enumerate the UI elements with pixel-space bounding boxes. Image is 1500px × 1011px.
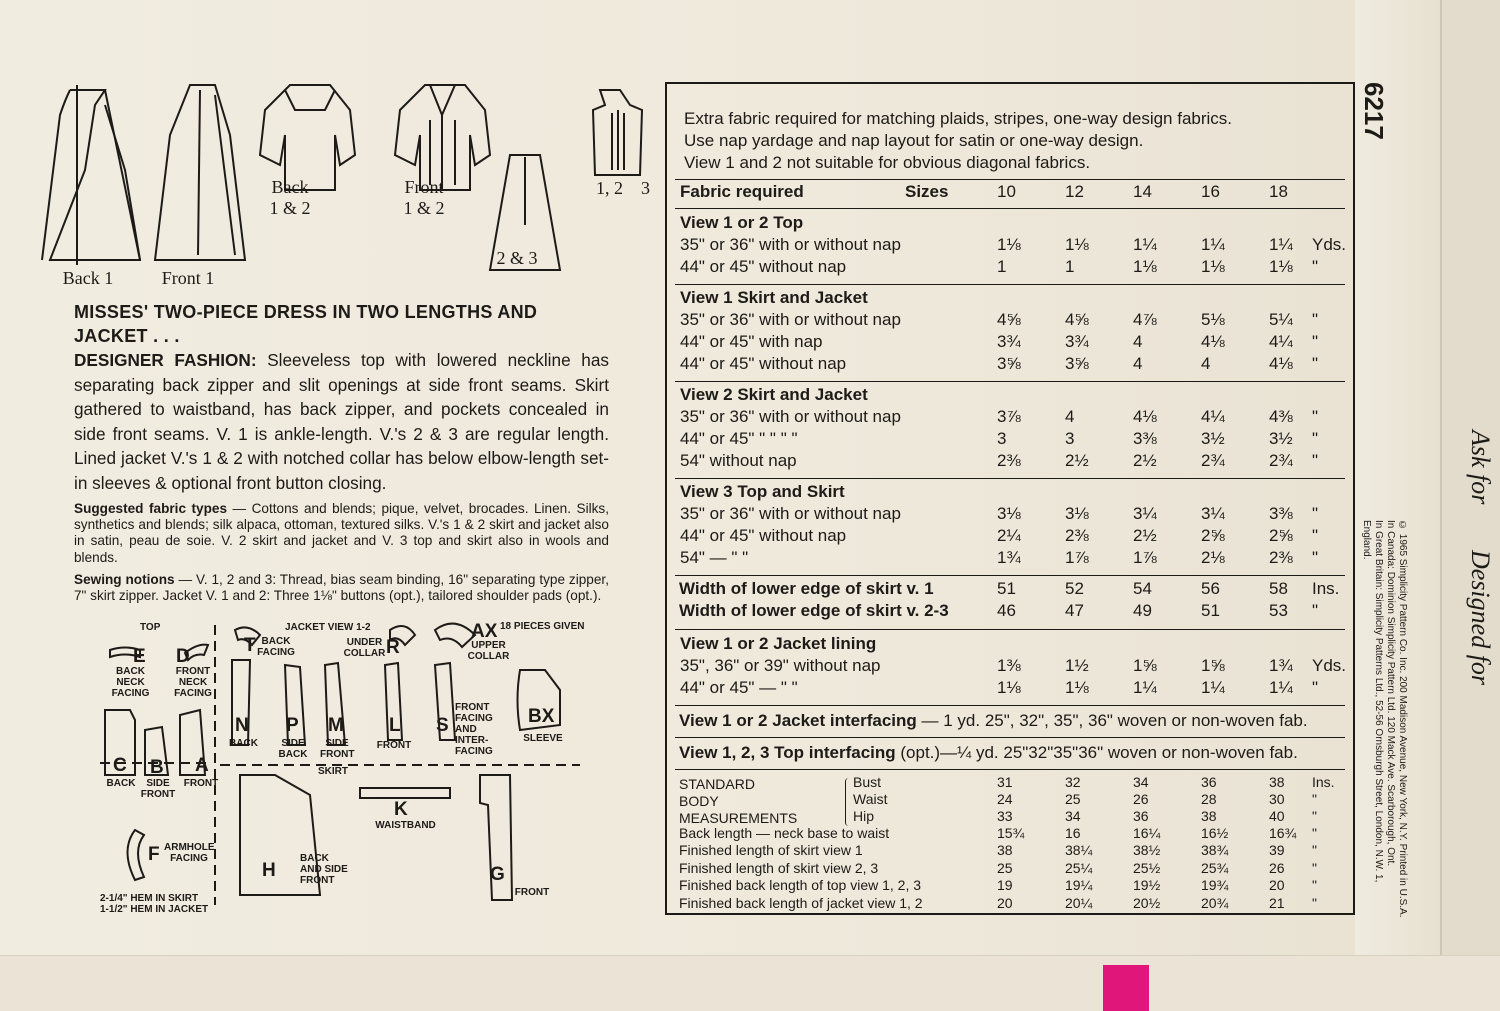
row-value: 4⅛: [1269, 354, 1293, 373]
chart-intro-line: Extra fabric required for matching plaids, stripes, one-way design fabrics.: [684, 109, 1233, 128]
row-value: 1⅛: [997, 235, 1021, 254]
row-unit: ": [1312, 601, 1319, 620]
row-label: Width of lower edge of skirt v. 2-3: [679, 601, 949, 620]
row-unit: ": [1312, 257, 1319, 276]
piece-name-L: FRONT: [376, 740, 412, 751]
row-value: 3⅝: [1065, 354, 1089, 373]
row-value: 1⅞: [1133, 548, 1157, 567]
jacket-interfacing: [667, 710, 1353, 732]
hem-skirt-note: 2-1/4" HEM IN SKIRT: [100, 893, 199, 904]
row-value: 58: [1269, 579, 1288, 598]
row-value: 38¾: [1201, 842, 1229, 859]
row-value: 3: [1065, 429, 1075, 448]
piece-name-R: UNDER COLLAR: [343, 637, 386, 659]
piece-name-D: FRONT NECK FACING: [174, 666, 212, 699]
piece-letter-AX: AX: [471, 621, 498, 642]
row-unit: ": [1312, 526, 1319, 545]
row-value: 1⅝: [1133, 656, 1157, 675]
row-value: 2¾: [1269, 451, 1293, 470]
chart-row: [667, 677, 1353, 699]
top-interfacing: [667, 742, 1353, 764]
header-size: 14: [1133, 182, 1152, 201]
row-value: 1¼: [1133, 678, 1157, 697]
row-unit: ": [1312, 310, 1319, 329]
row-value: 4⅛: [1201, 332, 1225, 351]
row-value: 47: [1065, 601, 1084, 620]
row-value: 3¼: [1201, 504, 1225, 523]
chart-intro: [684, 108, 1232, 174]
chart-row: [667, 842, 1353, 859]
figure-label-back-1-2: [250, 177, 330, 219]
chart-row: [667, 895, 1353, 912]
piece-name-H: BACK AND SIDE FRONT: [300, 853, 348, 886]
piece-name-C: BACK: [106, 778, 136, 789]
figure-label-front: Front: [404, 177, 444, 197]
chart-intro-line: View 1 and 2 not suitable for obvious diagonal fabrics.: [684, 153, 1091, 172]
figure-label-front-1: Front 1: [161, 268, 215, 288]
row-unit: ": [1312, 825, 1317, 841]
chart-row: [667, 825, 1353, 842]
row-unit: ": [1312, 451, 1319, 470]
piece-name-BX: SLEEVE: [523, 733, 563, 744]
piece-letter-R: R: [386, 637, 400, 658]
row-value: 20: [1269, 877, 1285, 894]
row-value: 32: [1065, 774, 1081, 790]
figure-label-back-views: 1 & 2: [269, 198, 311, 218]
chart-row: [667, 406, 1353, 428]
piece-name-P: SIDE BACK: [278, 738, 308, 760]
row-value: 25¾: [1201, 859, 1229, 876]
row-label: 35" or 36" with or without nap: [680, 407, 901, 426]
pink-tab: [1103, 965, 1149, 1011]
section-title: View 1 or 2 Top: [680, 213, 804, 232]
row-label: 35" or 36" with or without nap: [680, 504, 901, 523]
row-unit: ": [1312, 354, 1319, 373]
row-unit: Yds.: [1312, 235, 1347, 254]
chart-row: [667, 450, 1353, 472]
row-value: 15¾: [997, 825, 1025, 841]
chart-row: [667, 309, 1353, 331]
piece-name-T: BACK FACING: [257, 636, 295, 658]
description-body: [74, 348, 609, 495]
row-unit: ": [1312, 504, 1319, 523]
row-value: 19½: [1133, 877, 1161, 894]
chart-rule: [675, 705, 1345, 706]
row-label: 35", 36" or 39" without nap: [680, 656, 881, 675]
row-label: Hip: [853, 808, 875, 824]
chart-row: [667, 860, 1353, 877]
header-fabric-required: Fabric required: [680, 182, 804, 201]
header-sizes: Sizes: [905, 182, 949, 201]
piece-letter-L: L: [389, 715, 401, 736]
piece-label-skirt: SKIRT: [318, 766, 348, 777]
row-value: 52: [1065, 579, 1084, 598]
chart-intro-line: Use nap yardage and nap layout for satin or one-way design.: [684, 131, 1144, 150]
row-value: 1: [1065, 257, 1075, 276]
fabric-types-label: Suggested fabric types: [74, 501, 228, 516]
row-unit: Ins.: [1312, 774, 1335, 790]
row-label: 44" or 45" without nap: [680, 257, 847, 276]
copyright-line: In Great Britain: Simplicity Patterns Ltd., 52-56 Ornsburgh Street, London, N.W. 1, England.: [1361, 520, 1384, 883]
row-value: 34: [1133, 774, 1149, 790]
top-interfacing-text: (opt.)—¼ yd. 25"32"35"36" woven or non-woven fab.: [895, 743, 1298, 762]
row-value: 31: [997, 774, 1013, 790]
row-value: 1¾: [1269, 656, 1293, 675]
row-label: Bust: [853, 774, 882, 790]
row-value: 1⅛: [997, 678, 1021, 697]
fabric-types: [74, 501, 609, 566]
row-value: 4¼: [1201, 407, 1225, 426]
sewing-notions-text: — V. 1, 2 and 3: Thread, bias seam binding, 16" separating type zipper, 7" skirt zipper. Jacket V. 1 and 2: Three 1⅛" buttons (opt.), tailored shoulder pads (opt.).: [74, 571, 609, 604]
header-size: 12: [1065, 182, 1084, 201]
chart-row: [667, 600, 1353, 622]
row-value: 4⅝: [997, 310, 1021, 329]
chart-rule: [675, 284, 1345, 285]
row-value: 38: [1201, 808, 1217, 824]
piece-name-M: SIDE FRONT: [320, 738, 355, 760]
row-value: 3⅜: [1133, 429, 1157, 448]
row-value: 28: [1201, 791, 1217, 807]
row-value: 3: [997, 429, 1007, 448]
piece-label-jacket-view: JACKET VIEW 1-2: [285, 622, 371, 633]
row-value: 24: [997, 791, 1013, 807]
section-title: View 1 or 2 Jacket lining: [680, 634, 877, 653]
chart-row: [667, 331, 1353, 353]
designer-fashion-label: DESIGNER FASHION:: [74, 350, 257, 370]
row-label: Finished back length of top view 1, 2, 3: [679, 877, 922, 894]
row-unit: ": [1312, 842, 1317, 859]
row-label: 44" or 45" with nap: [680, 332, 823, 351]
row-label: 54" — " ": [680, 548, 749, 567]
row-unit: ": [1312, 678, 1319, 697]
row-value: 2⅝: [1269, 526, 1293, 545]
row-unit: ": [1312, 877, 1317, 894]
header-size: 18: [1269, 182, 1288, 201]
row-value: 1⅜: [997, 656, 1021, 675]
row-value: 3⅜: [1269, 504, 1293, 523]
row-value: 3¼: [1133, 504, 1157, 523]
row-value: 4: [1133, 332, 1143, 351]
row-value: 20: [997, 894, 1013, 911]
row-value: 26: [1269, 859, 1285, 876]
copyright-line: In Canada: Dominion Simplicity Pattern Ltd. 120 Mack Ave. Scarborough, Ont.: [1385, 520, 1396, 867]
row-value: 25: [997, 859, 1013, 876]
row-value: 38: [1269, 774, 1285, 790]
row-value: 4: [1201, 354, 1211, 373]
row-value: 4⅜: [1269, 407, 1293, 426]
row-value: 1⅛: [1133, 257, 1157, 276]
row-value: 21: [1269, 894, 1285, 911]
piece-letter-P: P: [286, 715, 299, 736]
row-value: 25½: [1133, 859, 1161, 876]
row-value: 20½: [1133, 894, 1161, 911]
row-label: 44" or 45" without nap: [680, 354, 847, 373]
row-value: 2¼: [997, 526, 1021, 545]
section-title: View 2 Skirt and Jacket: [680, 385, 868, 404]
piece-letter-T: T: [244, 635, 256, 656]
row-value: 51: [997, 579, 1016, 598]
piece-letter-M: M: [328, 715, 344, 736]
piece-label-pieces-given: 18 PIECES GIVEN: [500, 621, 585, 632]
chart-row: [667, 525, 1353, 547]
row-value: 1¼: [1269, 678, 1293, 697]
chart-row: [667, 547, 1353, 569]
row-value: 4: [1133, 354, 1143, 373]
piece-letter-G: G: [490, 864, 505, 885]
piece-letter-S: S: [436, 715, 449, 736]
section-title: View 1 Skirt and Jacket: [680, 288, 868, 307]
row-label: Back length — neck base to waist: [679, 825, 890, 841]
row-value: 1¼: [1269, 235, 1293, 254]
chart-rule: [675, 737, 1345, 738]
piece-label-top: TOP: [140, 622, 161, 633]
top-interfacing-label: View 1, 2, 3 Top interfacing: [679, 743, 896, 762]
row-value: 3⅞: [997, 407, 1021, 426]
row-value: 1¼: [1201, 678, 1225, 697]
chart-row: [667, 234, 1353, 256]
row-value: 16: [1065, 825, 1081, 841]
envelope-bottom-edge: [0, 955, 1500, 1011]
piece-letter-N: N: [235, 715, 249, 736]
header-size: 16: [1201, 182, 1220, 201]
envelope-flap: [1440, 0, 1500, 1011]
row-value: 3⅝: [997, 354, 1021, 373]
garment-sketches: [30, 75, 670, 275]
piece-name-G: FRONT: [514, 887, 550, 898]
piece-letter-F: F: [148, 844, 160, 865]
piece-name-E: BACK NECK FACING: [111, 666, 150, 699]
piece-letter-E: E: [133, 646, 146, 667]
row-label: 35" or 36" with or without nap: [680, 310, 901, 329]
top-interfacing-line: [679, 742, 1298, 764]
row-value: 49: [1133, 601, 1152, 620]
row-label: Width of lower edge of skirt v. 1: [679, 579, 934, 598]
chart-rule: [675, 478, 1345, 479]
row-value: 34: [1065, 808, 1081, 824]
row-value: 4⅝: [1065, 310, 1089, 329]
row-value: 40: [1269, 808, 1285, 824]
row-value: 30: [1269, 791, 1285, 807]
row-value: 25¼: [1065, 859, 1093, 876]
row-value: 3¾: [997, 332, 1021, 351]
row-label: 44" or 45" — " ": [680, 678, 798, 697]
piece-name-S: FRONT FACING AND INTER-FACING: [455, 702, 493, 757]
row-value: 3⅛: [997, 504, 1021, 523]
copyright-notice: [1360, 520, 1408, 920]
piece-letter-H: H: [262, 860, 276, 881]
row-value: 38: [997, 842, 1013, 859]
section-title: View 3 Top and Skirt: [680, 482, 845, 501]
row-label: Waist: [853, 791, 888, 807]
sewing-notions: [74, 572, 609, 604]
figure-label-1-2-3: 1, 2 3: [596, 178, 650, 198]
jacket-interfacing-line: [679, 710, 1308, 732]
row-unit: ": [1312, 791, 1317, 807]
chart-row: [667, 503, 1353, 525]
chart-row: [667, 256, 1353, 278]
measurements-label-line: STANDARD: [679, 776, 755, 792]
row-value: 19¾: [1201, 877, 1229, 894]
jacket-interfacing-text: — 1 yd. 25", 32", 35", 36" woven or non-woven fab.: [916, 711, 1308, 730]
chart-rule: [675, 381, 1345, 382]
row-value: 2½: [1065, 451, 1089, 470]
row-value: 2⅛: [1201, 548, 1225, 567]
row-value: 4¼: [1269, 332, 1293, 351]
row-unit: ": [1312, 859, 1317, 876]
row-value: 39: [1269, 842, 1285, 859]
description-title: MISSES' TWO-PIECE DRESS IN TWO LENGTHS AND JACKET . . .: [74, 302, 538, 346]
row-value: 46: [997, 601, 1016, 620]
row-value: 36: [1133, 808, 1149, 824]
piece-name-F: ARMHOLE FACING: [164, 842, 215, 864]
chart-row: [667, 808, 1353, 825]
chart-rule: [675, 179, 1345, 180]
row-value: 1¼: [1133, 235, 1157, 254]
designed-for-text: Designed for: [1466, 550, 1495, 686]
row-value: 5⅛: [1201, 310, 1225, 329]
header-size: 10: [997, 182, 1016, 201]
row-label: Finished length of skirt view 1: [679, 842, 863, 859]
row-value: 38¼: [1065, 842, 1093, 859]
row-unit: ": [1312, 407, 1319, 426]
chart-row: [667, 353, 1353, 375]
chart-rule: [675, 769, 1345, 770]
row-value: 2⅜: [1269, 548, 1293, 567]
chart-rule: [675, 208, 1345, 209]
row-value: 2¾: [1201, 451, 1225, 470]
row-value: 5¼: [1269, 310, 1293, 329]
yardage-chart: [665, 82, 1355, 915]
chart-rule: [675, 575, 1345, 576]
piece-name-K: WAISTBAND: [375, 820, 436, 831]
row-unit: ": [1312, 894, 1317, 911]
measurements-label-line: BODY: [679, 793, 719, 809]
piece-letter-B: B: [150, 757, 164, 778]
row-value: 38½: [1133, 842, 1161, 859]
row-value: 1½: [1065, 656, 1089, 675]
row-value: 53: [1269, 601, 1288, 620]
fabric-types-text: — Cottons and blends; pique, velvet, brocades. Linen. Silks, synthetics and blends; silk alpaca, ottoman, textured silks. V.'s 1 & 2 skirt and jacket also in satin, peau de soie. V. 2 skirt and jacket and V. 3 top and skirt also in wools and blends.: [74, 501, 609, 565]
row-value: 16½: [1201, 825, 1229, 841]
row-value: 56: [1201, 579, 1220, 598]
sewing-notions-label: Sewing notions: [74, 571, 175, 587]
row-label: 44" or 45" " " " ": [680, 429, 798, 448]
row-value: 3½: [1201, 429, 1225, 448]
piece-name-A: FRONT: [183, 778, 219, 789]
piece-letter-C: C: [113, 755, 127, 776]
figure-label-front-1-2: [384, 177, 464, 219]
row-value: 36: [1201, 774, 1217, 790]
chart-header: [667, 181, 1353, 203]
row-value: 54: [1133, 579, 1152, 598]
row-value: 4⅛: [1133, 407, 1157, 426]
pattern-description: [74, 300, 609, 604]
designer-fashion-text: Sleeveless top with lowered neckline has separating back zipper and slit openings at side front seams. Skirt gathered to waistband, has back zipper, and pockets concealed in side front seams. V. 1 is ankle-length. V.'s 2 & 3 are regular length. Lined jacket V.'s 1 & 2 with notched collar has below elbow-length set-in sleeves & optional front button closing.: [74, 350, 609, 493]
piece-name-N: BACK: [229, 738, 258, 749]
row-unit: ": [1312, 332, 1319, 351]
row-value: 20¼: [1065, 894, 1093, 911]
row-value: 2⅜: [997, 451, 1021, 470]
row-value: 16¼: [1133, 825, 1161, 841]
figure-label-2-3: 2 & 3: [496, 248, 538, 268]
figure-label-front-views: 1 & 2: [403, 198, 445, 218]
figure-label-back: Back: [271, 177, 309, 197]
row-value: 1⅛: [1065, 235, 1089, 254]
row-value: 26: [1133, 791, 1149, 807]
chart-row: [667, 655, 1353, 677]
row-value: 1⅝: [1201, 656, 1225, 675]
row-value: 20¾: [1201, 894, 1229, 911]
row-value: 16¾: [1269, 825, 1297, 841]
row-unit: ": [1312, 429, 1319, 448]
row-value: 1¾: [997, 548, 1021, 567]
row-value: 4: [1065, 407, 1075, 426]
pattern-number: 6217: [1359, 82, 1389, 140]
hem-jacket-note: 1-1/2" HEM IN JACKET: [100, 904, 209, 915]
row-value: 2½: [1133, 526, 1157, 545]
row-value: 3¾: [1065, 332, 1089, 351]
piece-letter-K: K: [394, 799, 408, 820]
row-unit: ": [1312, 548, 1319, 567]
row-value: 4⅞: [1133, 310, 1157, 329]
row-value: 1¼: [1201, 235, 1225, 254]
row-value: 1⅛: [1269, 257, 1293, 276]
ask-for-text: Ask for: [1466, 430, 1495, 505]
copyright-line: © 1965 Simplicity Pattern Co. Inc. 200 Madison Avenue, New York, N.Y. Printed in U.S.A.: [1397, 520, 1408, 918]
row-value: 3½: [1269, 429, 1293, 448]
row-value: 19¼: [1065, 877, 1093, 894]
row-label: 44" or 45" without nap: [680, 526, 847, 545]
jacket-interfacing-label: View 1 or 2 Jacket interfacing: [679, 711, 917, 730]
chart-row: [667, 877, 1353, 894]
row-value: 1: [997, 257, 1007, 276]
chart-rule: [675, 629, 1345, 630]
row-value: 19: [997, 877, 1013, 894]
piece-letter-D: D: [176, 646, 190, 667]
row-unit: ": [1312, 808, 1317, 824]
chart-row: [667, 791, 1353, 808]
piece-letter-A: A: [195, 755, 209, 776]
row-label: Finished back length of jacket view 1, 2: [679, 894, 923, 911]
row-value: 1⅞: [1065, 548, 1089, 567]
chart-row: [667, 428, 1353, 450]
row-value: 2⅜: [1065, 526, 1089, 545]
row-label: Finished length of skirt view 2, 3: [679, 859, 879, 876]
row-label: 35" or 36" with or without nap: [680, 235, 901, 254]
row-value: 2⅝: [1201, 526, 1225, 545]
row-unit: Yds.: [1312, 656, 1347, 675]
row-value: 25: [1065, 791, 1081, 807]
row-label: 54" without nap: [680, 451, 797, 470]
piece-name-AX: UPPER COLLAR: [467, 640, 510, 662]
row-value: 33: [997, 808, 1013, 824]
chart-row: [667, 774, 1353, 791]
measurements-label-line: MEASUREMENTS: [679, 810, 798, 826]
chart-row: [667, 578, 1353, 600]
row-value: 51: [1201, 601, 1220, 620]
row-unit: Ins.: [1312, 579, 1340, 598]
figure-label-back-1: Back 1: [62, 268, 114, 288]
row-value: 1⅛: [1201, 257, 1225, 276]
row-value: 1⅛: [1065, 678, 1089, 697]
row-value: 2½: [1133, 451, 1157, 470]
piece-letter-BX: BX: [528, 706, 555, 727]
row-value: 3⅛: [1065, 504, 1089, 523]
piece-name-B: SIDE FRONT: [140, 778, 176, 800]
